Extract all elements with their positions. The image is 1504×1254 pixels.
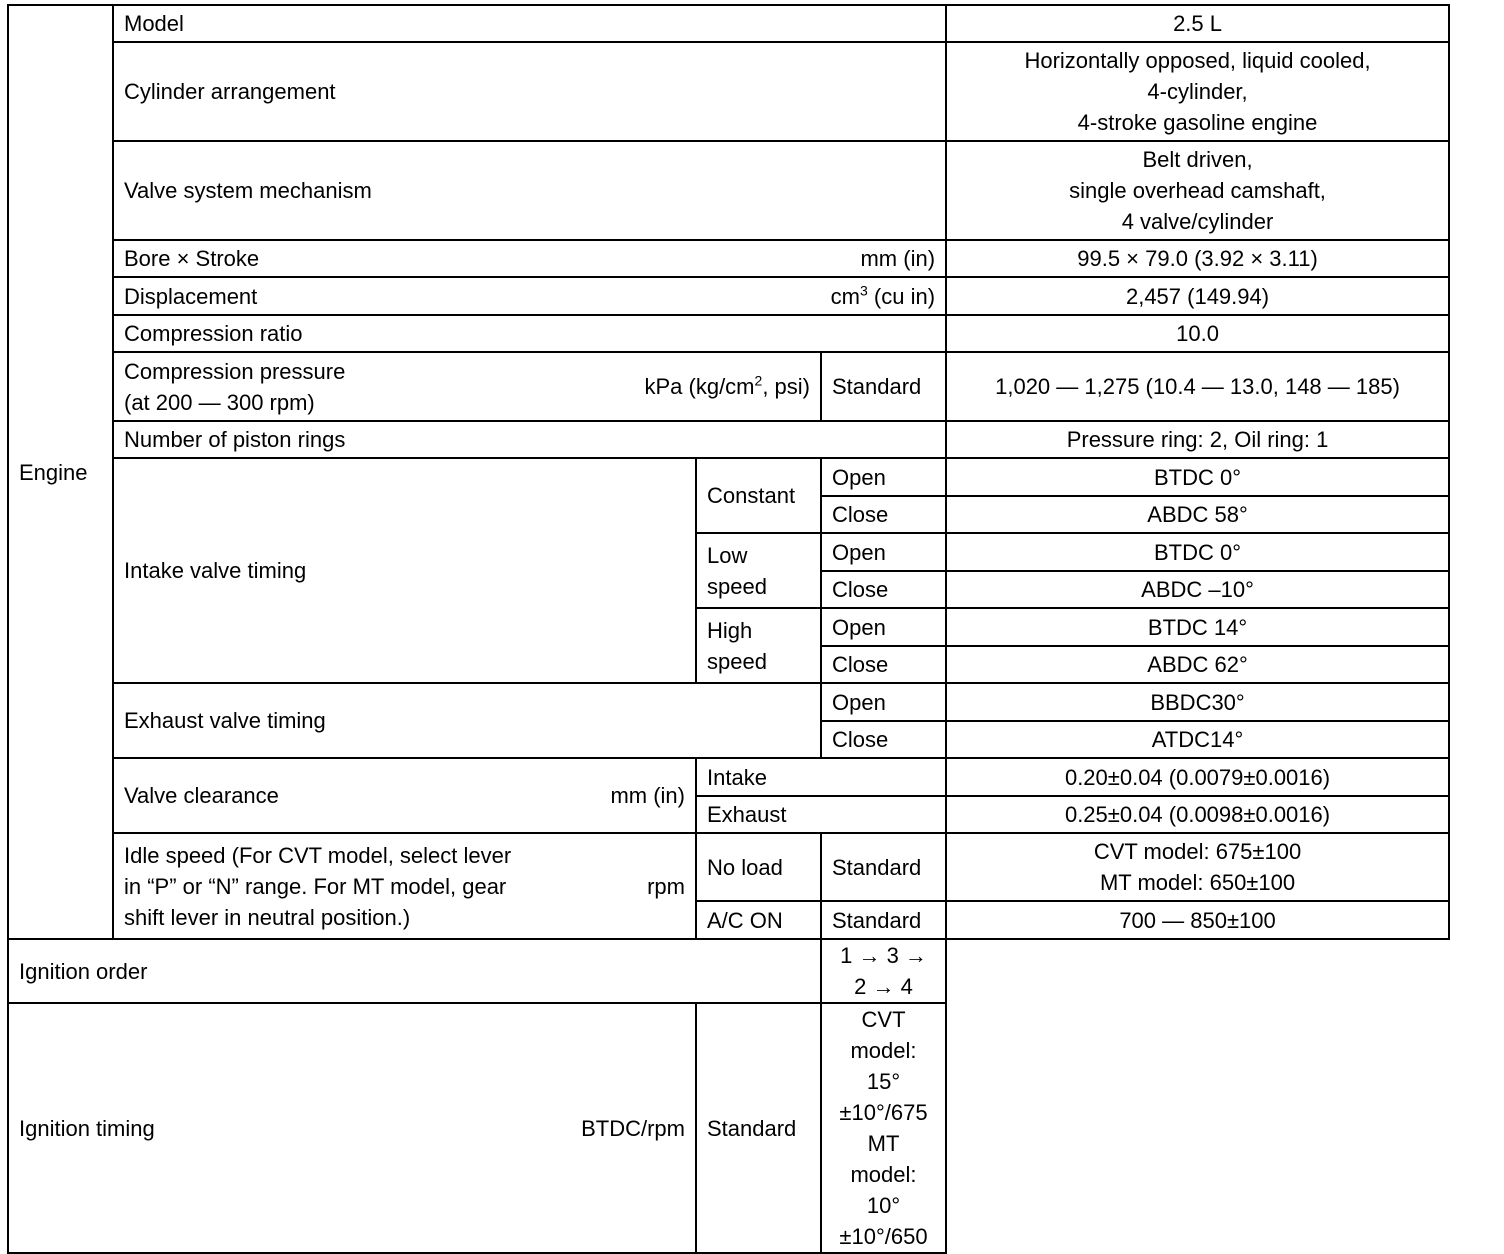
idle-no-load-label: No load xyxy=(696,833,821,901)
table-row xyxy=(8,939,1449,1003)
compression-pressure-unit: kPa ($kg/cm^2$, psi) xyxy=(644,372,810,399)
exhaust-close-value: ATDC14° xyxy=(946,721,1449,758)
ignition-order-value: 1 → 3 → 2 → 4 xyxy=(821,939,946,1003)
engine-spec-table xyxy=(7,4,1450,1254)
cylinder-label: Cylinder arrangement xyxy=(113,42,946,141)
clearance-intake-label: Intake xyxy=(696,758,946,796)
intake-high-speed-label: High speed xyxy=(696,608,821,683)
exhaust-close-label: Close xyxy=(821,721,946,758)
idle-ac-condition: Standard xyxy=(821,901,946,939)
table-row xyxy=(8,833,1449,901)
table-row xyxy=(8,5,1449,42)
intake-low-close-value: ABDC –10° xyxy=(946,571,1449,608)
bore-value: 99.5 × 79.0 (3.92 × 3.11) xyxy=(946,240,1449,277)
intake-timing-label: Intake valve timing xyxy=(113,458,696,683)
piston-rings-label: Number of piston rings xyxy=(113,421,946,458)
clearance-exhaust-label: Exhaust xyxy=(696,796,946,833)
displacement-label: Displacement xyxy=(124,283,258,309)
intake-low-speed-label: Low speed xyxy=(696,533,821,608)
exhaust-timing-label: Exhaust valve timing xyxy=(113,683,821,758)
compression-pressure-label: Compression pressure (at 200 — 300 rpm) xyxy=(124,358,346,415)
ignition-timing-condition: Standard xyxy=(696,1003,821,1253)
bore-label: Bore × Stroke xyxy=(124,246,260,271)
section-engine: Engine xyxy=(8,5,113,939)
intake-constant-close-label: Close xyxy=(821,496,946,533)
bore-unit: mm (in) xyxy=(860,246,936,271)
idle-no-load-value: CVT model: 675±100 MT model: 650±100 xyxy=(946,833,1449,901)
intake-high-close-label: Close xyxy=(821,646,946,683)
cylinder-value: Horizontally opposed, liquid cooled, 4-cylinder, 4-stroke gasoline engine xyxy=(946,42,1449,141)
clearance-intake-value: 0.20±0.04 (0.0079±0.0016) xyxy=(946,758,1449,796)
model-label: Model xyxy=(113,5,946,42)
idle-ac-label: A/C ON xyxy=(696,901,821,939)
table-row xyxy=(8,758,1449,796)
table-row xyxy=(8,1003,1449,1253)
idle-speed-label: Idle speed (For CVT model, select lever in “P” or “N” range. For MT model, gear shift lever in neutral position.) xyxy=(124,842,512,930)
table-row xyxy=(8,683,1449,721)
table-row xyxy=(8,141,1449,240)
displacement-value: 2,457 (149.94) xyxy=(946,277,1449,315)
table-row xyxy=(8,42,1449,141)
ignition-timing-label: Ignition timing xyxy=(19,1115,155,1141)
intake-constant-label: Constant xyxy=(696,458,821,533)
table-row xyxy=(8,315,1449,352)
valve-system-label: Valve system mechanism xyxy=(113,141,946,240)
intake-high-open-value: BTDC 14° xyxy=(946,608,1449,646)
table-row xyxy=(8,277,1449,315)
compression-ratio-label: Compression ratio xyxy=(113,315,946,352)
model-value: 2.5 L xyxy=(946,5,1449,42)
valve-clearance-unit: mm (in) xyxy=(610,783,685,808)
table-row xyxy=(8,421,1449,458)
valve-system-value: Belt driven, single overhead camshaft, 4 valve/cylinder xyxy=(946,141,1449,240)
compression-ratio-value: 10.0 xyxy=(946,315,1449,352)
intake-high-open-label: Open xyxy=(821,608,946,646)
intake-low-open-value: BTDC 0° xyxy=(946,533,1449,571)
intake-low-close-label: Close xyxy=(821,571,946,608)
exhaust-open-label: Open xyxy=(821,683,946,721)
ignition-timing-unit: BTDC/rpm xyxy=(581,1115,685,1141)
intake-low-open-label: Open xyxy=(821,533,946,571)
idle-no-load-condition: Standard xyxy=(821,833,946,901)
piston-rings-value: Pressure ring: 2, Oil ring: 1 xyxy=(946,421,1449,458)
exhaust-open-value: BBDC30° xyxy=(946,683,1449,721)
ignition-order-label: Ignition order xyxy=(8,939,821,1003)
compression-pressure-value: 1,020 — 1,275 (10.4 — 13.0, 148 — 185) xyxy=(946,352,1449,421)
intake-constant-open-value: BTDC 0° xyxy=(946,458,1449,496)
intake-high-close-value: ABDC 62° xyxy=(946,646,1449,683)
intake-constant-open-label: Open xyxy=(821,458,946,496)
table-row xyxy=(8,352,1449,421)
table-row xyxy=(8,240,1449,277)
idle-ac-value: 700 — 850±100 xyxy=(946,901,1449,939)
table-row xyxy=(8,458,1449,496)
displacement-unit: $cm^3$ (cu in) xyxy=(830,282,936,309)
clearance-exhaust-value: 0.25±0.04 (0.0098±0.0016) xyxy=(946,796,1449,833)
ignition-timing-value: CVT model: 15°±10°/675 MT model: 10°±10°/650 xyxy=(821,1003,946,1253)
compression-pressure-condition: Standard xyxy=(821,352,946,421)
intake-constant-close-value: ABDC 58° xyxy=(946,496,1449,533)
valve-clearance-label: Valve clearance xyxy=(124,783,279,808)
idle-speed-unit: rpm xyxy=(647,873,685,899)
